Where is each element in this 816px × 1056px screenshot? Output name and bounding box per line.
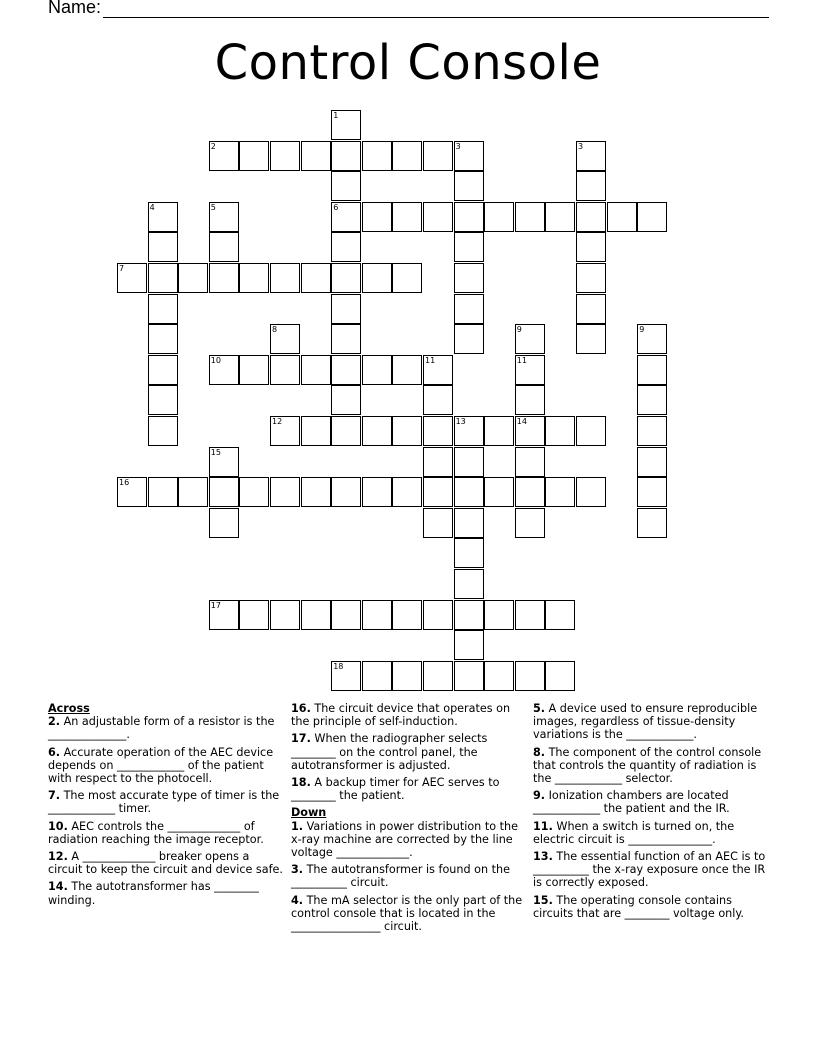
clue-item bbox=[291, 894, 527, 934]
crossword-cell[interactable] bbox=[545, 661, 575, 691]
crossword-cell[interactable] bbox=[209, 232, 239, 262]
crossword-cell[interactable] bbox=[331, 202, 361, 232]
crossword-cell[interactable] bbox=[301, 355, 331, 385]
clue-item-number: 3. bbox=[291, 863, 304, 877]
clue-number: 8 bbox=[272, 325, 278, 335]
clue-item bbox=[533, 746, 769, 786]
crossword-cell[interactable] bbox=[301, 477, 331, 507]
clue-item-number: 16. bbox=[291, 702, 311, 715]
crossword-cell[interactable] bbox=[270, 141, 300, 171]
crossword-cell[interactable] bbox=[301, 263, 331, 293]
crossword-cell[interactable] bbox=[515, 600, 545, 630]
clue-item bbox=[533, 702, 769, 742]
clue-item-number: 7. bbox=[48, 789, 61, 803]
clue-number: 14 bbox=[516, 417, 527, 426]
clue-number: 11 bbox=[516, 355, 527, 365]
clue-number: 10 bbox=[210, 355, 221, 365]
crossword-cell[interactable] bbox=[331, 385, 361, 415]
crossword-cell[interactable] bbox=[331, 477, 361, 507]
clue-number: 2 bbox=[210, 141, 216, 151]
clue-item-number: 14. bbox=[48, 880, 68, 894]
crossword-cell[interactable] bbox=[484, 661, 514, 691]
crossword-cell[interactable] bbox=[392, 600, 422, 630]
crossword-cell[interactable] bbox=[148, 355, 178, 385]
crossword-cell[interactable] bbox=[148, 202, 178, 232]
clue-number: 4 bbox=[149, 202, 155, 212]
crossword-cell[interactable] bbox=[148, 232, 178, 262]
clue-item-text: When a switch is turned on, the electric circuit is _______________. bbox=[533, 819, 735, 846]
clue-item-text: When the radiographer selects ________ on the control panel, the autotransformer is adjusted. bbox=[291, 732, 488, 772]
crossword-cell[interactable] bbox=[148, 324, 178, 354]
crossword-cell[interactable] bbox=[209, 355, 239, 385]
crossword-cell[interactable] bbox=[423, 447, 453, 477]
crossword-cell[interactable] bbox=[576, 416, 606, 446]
crossword-cell[interactable] bbox=[515, 661, 545, 691]
crossword-cell[interactable] bbox=[576, 232, 606, 262]
crossword-cell[interactable] bbox=[392, 355, 422, 385]
clue-number: 18 bbox=[333, 661, 344, 671]
crossword-cell[interactable] bbox=[239, 477, 269, 507]
crossword-cell[interactable] bbox=[454, 508, 484, 538]
clue-item bbox=[533, 894, 769, 920]
crossword-cell[interactable] bbox=[331, 171, 361, 201]
clue-item bbox=[291, 820, 527, 860]
crossword-cell[interactable] bbox=[301, 416, 331, 446]
clue-number: 15 bbox=[210, 447, 221, 457]
clue-item bbox=[48, 715, 284, 741]
crossword-cell[interactable] bbox=[637, 324, 667, 354]
clue-item-number: 12. bbox=[48, 850, 68, 864]
crossword-cell[interactable] bbox=[454, 630, 484, 660]
clue-item bbox=[48, 746, 284, 786]
crossword-cell[interactable] bbox=[178, 263, 208, 293]
crossword-cell[interactable] bbox=[392, 661, 422, 691]
clue-item bbox=[48, 820, 284, 846]
clue-item-text: Accurate operation of the AEC device depends on ____________ of the patient with respect to the photocell. bbox=[48, 745, 274, 786]
crossword-cell[interactable] bbox=[637, 477, 667, 507]
crossword-cell[interactable] bbox=[270, 324, 300, 354]
clue-item-number: 18. bbox=[291, 776, 311, 790]
crossword-cell[interactable] bbox=[148, 263, 178, 293]
crossword-cell[interactable] bbox=[392, 416, 422, 446]
crossword-cell[interactable] bbox=[515, 416, 545, 446]
clue-item-number: 8. bbox=[533, 745, 546, 759]
crossword-cell[interactable] bbox=[148, 477, 178, 507]
crossword-cell[interactable] bbox=[148, 294, 178, 324]
clue-item bbox=[533, 789, 769, 815]
clues-column-3 bbox=[533, 702, 769, 924]
clue-item-number: 4. bbox=[291, 893, 304, 907]
crossword-cell[interactable] bbox=[637, 508, 667, 538]
crossword-cell[interactable] bbox=[362, 263, 392, 293]
clue-item bbox=[291, 732, 527, 772]
crossword-cell[interactable] bbox=[117, 263, 147, 293]
clue-number: 17 bbox=[210, 600, 221, 610]
crossword-cell[interactable] bbox=[576, 477, 606, 507]
crossword-cell[interactable] bbox=[484, 600, 514, 630]
crossword-cell[interactable] bbox=[362, 600, 392, 630]
clue-item-text: The circuit device that operates on the principle of self-induction. bbox=[291, 702, 511, 729]
crossword-cell[interactable] bbox=[515, 202, 545, 232]
crossword-cell[interactable] bbox=[637, 385, 667, 415]
clue-number: 13 bbox=[455, 417, 466, 426]
crossword-cell[interactable] bbox=[454, 263, 484, 293]
crossword-cell[interactable] bbox=[270, 477, 300, 507]
crossword-cell[interactable] bbox=[209, 263, 239, 293]
crossword-cell[interactable] bbox=[270, 600, 300, 630]
clue-item-text: A _____________ breaker opens a circuit to keep the circuit and device safe. bbox=[48, 850, 283, 877]
crossword-cell[interactable] bbox=[331, 600, 361, 630]
crossword-cell[interactable] bbox=[454, 294, 484, 324]
crossword-cell[interactable] bbox=[209, 477, 239, 507]
crossword-cell[interactable] bbox=[454, 324, 484, 354]
crossword-cell[interactable] bbox=[423, 355, 453, 385]
crossword-cell[interactable] bbox=[331, 355, 361, 385]
crossword-cell[interactable] bbox=[239, 600, 269, 630]
clue-section-heading: Down bbox=[291, 806, 327, 820]
crossword-cell[interactable] bbox=[362, 202, 392, 232]
clue-item bbox=[48, 850, 284, 876]
crossword-cell[interactable] bbox=[637, 355, 667, 385]
crossword-cell[interactable] bbox=[392, 477, 422, 507]
page-title: Control Console bbox=[214, 35, 602, 91]
crossword-cell[interactable] bbox=[545, 416, 575, 446]
crossword-cell[interactable] bbox=[331, 416, 361, 446]
crossword-cell[interactable] bbox=[331, 232, 361, 262]
crossword-cell[interactable] bbox=[423, 508, 453, 538]
clue-item-number: 5. bbox=[533, 702, 546, 715]
name-label: Name: bbox=[48, 0, 102, 17]
clue-number: 1 bbox=[333, 111, 339, 120]
clue-item-text: AEC controls the _____________ of radiation reaching the image receptor. bbox=[48, 819, 264, 846]
crossword-cell[interactable] bbox=[454, 416, 484, 446]
crossword-cell[interactable] bbox=[209, 202, 239, 232]
clue-item-text: The autotransformer is found on the __________ circuit. bbox=[291, 863, 510, 890]
crossword-cell[interactable] bbox=[454, 600, 484, 630]
clue-item-text: A device used to ensure reproducible images, regardless of tissue-density variations is the ____________. bbox=[533, 702, 758, 742]
clue-item-text: A backup timer for AEC serves to ________ the patient. bbox=[291, 776, 500, 803]
crossword-cell[interactable] bbox=[637, 202, 667, 232]
crossword-cell[interactable] bbox=[484, 416, 514, 446]
crossword-cell[interactable] bbox=[270, 263, 300, 293]
crossword-cell[interactable] bbox=[209, 141, 239, 171]
crossword-cell[interactable] bbox=[484, 477, 514, 507]
clue-number: 6 bbox=[333, 202, 339, 212]
crossword-cell[interactable] bbox=[331, 141, 361, 171]
crossword-cell[interactable] bbox=[423, 416, 453, 446]
clues-column-1 bbox=[48, 702, 284, 911]
clue-item-number: 6. bbox=[48, 745, 61, 759]
clue-item bbox=[48, 789, 284, 815]
crossword-cell[interactable] bbox=[576, 263, 606, 293]
clue-item-number: 11. bbox=[533, 819, 553, 833]
crossword-cell[interactable] bbox=[515, 355, 545, 385]
crossword-cell[interactable] bbox=[148, 416, 178, 446]
crossword-cell[interactable] bbox=[545, 477, 575, 507]
crossword-cell[interactable] bbox=[484, 202, 514, 232]
clue-number: 9 bbox=[639, 325, 645, 335]
crossword-cell[interactable] bbox=[331, 263, 361, 293]
clue-item-number: 15. bbox=[533, 893, 553, 907]
crossword-cell[interactable] bbox=[423, 661, 453, 691]
clue-number: 11 bbox=[425, 355, 436, 365]
crossword-cell[interactable] bbox=[607, 202, 637, 232]
crossword-cell[interactable] bbox=[423, 202, 453, 232]
crossword-cell[interactable] bbox=[239, 141, 269, 171]
crossword-cell[interactable] bbox=[423, 141, 453, 171]
crossword-cell[interactable] bbox=[301, 600, 331, 630]
crossword-cell[interactable] bbox=[239, 355, 269, 385]
clue-item-number: 9. bbox=[533, 789, 546, 803]
clue-number: 3 bbox=[578, 141, 584, 151]
crossword-cell[interactable] bbox=[331, 661, 361, 691]
clue-item-text: Ionization chambers are located ____________ the patient and the IR. bbox=[533, 789, 730, 816]
crossword-cell[interactable] bbox=[576, 324, 606, 354]
clue-number: 3 bbox=[455, 141, 461, 151]
crossword-cell[interactable] bbox=[454, 141, 484, 171]
clue-item bbox=[291, 702, 527, 728]
clue-item bbox=[291, 776, 527, 802]
clue-item-text: The autotransformer has ________ winding. bbox=[48, 880, 259, 907]
clue-number: 7 bbox=[119, 264, 125, 273]
crossword-cell[interactable] bbox=[178, 477, 208, 507]
clue-item-text: The operating console contains circuits that are ________ voltage only. bbox=[533, 893, 744, 920]
crossword-cell[interactable] bbox=[454, 538, 484, 568]
crossword-cell[interactable] bbox=[576, 294, 606, 324]
crossword-cell[interactable] bbox=[637, 416, 667, 446]
crossword-cell[interactable] bbox=[454, 447, 484, 477]
crossword-cell[interactable] bbox=[515, 447, 545, 477]
crossword-cell[interactable] bbox=[515, 324, 545, 354]
crossword-cell[interactable] bbox=[545, 202, 575, 232]
clue-item-text: The component of the control console that controls the quantity of radiation is the ____________ selector. bbox=[533, 745, 762, 786]
clue-number: 5 bbox=[210, 202, 216, 212]
crossword-cell[interactable] bbox=[423, 600, 453, 630]
clue-item-text: The essential function of an AEC is to __________ the x-ray exposure once the IR is correctly exposed. bbox=[533, 850, 766, 890]
crossword-cell[interactable] bbox=[270, 355, 300, 385]
crossword-cell[interactable] bbox=[392, 141, 422, 171]
clue-item bbox=[533, 850, 769, 890]
crossword-cell[interactable] bbox=[362, 416, 392, 446]
crossword-cell[interactable] bbox=[423, 385, 453, 415]
crossword-cell[interactable] bbox=[209, 447, 239, 477]
crossword-cell[interactable] bbox=[454, 202, 484, 232]
clue-number: 16 bbox=[119, 478, 130, 488]
crossword-cell[interactable] bbox=[454, 569, 484, 599]
crossword-cell[interactable] bbox=[576, 171, 606, 201]
clues-column-2 bbox=[291, 702, 527, 937]
crossword-cell[interactable] bbox=[331, 324, 361, 354]
crossword-cell[interactable] bbox=[392, 202, 422, 232]
crossword-cell[interactable] bbox=[209, 508, 239, 538]
crossword-cell[interactable] bbox=[576, 202, 606, 232]
crossword-cell[interactable] bbox=[117, 477, 147, 507]
clue-item-text: The mA selector is the only part of the control console that is located in the ________________ circuit. bbox=[291, 893, 523, 934]
clue-item-number: 1. bbox=[291, 819, 304, 833]
crossword-cell[interactable] bbox=[454, 661, 484, 691]
crossword-cell[interactable] bbox=[362, 477, 392, 507]
clue-item bbox=[533, 820, 769, 846]
crossword-cell[interactable] bbox=[392, 263, 422, 293]
crossword-cell[interactable] bbox=[362, 661, 392, 691]
crossword-cell[interactable] bbox=[331, 110, 361, 140]
crossword-cell[interactable] bbox=[515, 477, 545, 507]
clue-item-number: 13. bbox=[533, 850, 553, 864]
clue-section-heading: Across bbox=[48, 702, 90, 715]
crossword-cell[interactable] bbox=[148, 385, 178, 415]
crossword-cell[interactable] bbox=[239, 263, 269, 293]
crossword-cell[interactable] bbox=[423, 477, 453, 507]
crossword-cell[interactable] bbox=[515, 385, 545, 415]
crossword-cell[interactable] bbox=[301, 141, 331, 171]
clue-item bbox=[291, 863, 527, 889]
crossword-cell[interactable] bbox=[270, 416, 300, 446]
clue-number: 9 bbox=[516, 325, 522, 335]
crossword-cell[interactable] bbox=[454, 171, 484, 201]
crossword-cell[interactable] bbox=[576, 141, 606, 171]
clue-item-number: 10. bbox=[48, 819, 68, 833]
clue-item bbox=[48, 880, 284, 906]
crossword-cell[interactable] bbox=[515, 508, 545, 538]
clue-item-text: The most accurate type of timer is the ____________ timer. bbox=[48, 789, 280, 816]
clue-number: 12 bbox=[272, 417, 283, 426]
crossword-cell[interactable] bbox=[637, 447, 667, 477]
crossword-cell[interactable] bbox=[362, 141, 392, 171]
crossword-cell[interactable] bbox=[209, 600, 239, 630]
crossword-cell[interactable] bbox=[454, 232, 484, 262]
crossword-cell[interactable] bbox=[454, 477, 484, 507]
clue-item-number: 17. bbox=[291, 732, 311, 746]
clue-item-text: Variations in power distribution to the x-ray machine are corrected by the line voltage _____________. bbox=[291, 819, 518, 860]
crossword-cell[interactable] bbox=[362, 355, 392, 385]
clue-item-text: An adjustable form of a resistor is the ______________. bbox=[48, 715, 275, 742]
clue-item-number: 2. bbox=[48, 715, 61, 729]
crossword-cell[interactable] bbox=[545, 600, 575, 630]
crossword-cell[interactable] bbox=[331, 294, 361, 324]
